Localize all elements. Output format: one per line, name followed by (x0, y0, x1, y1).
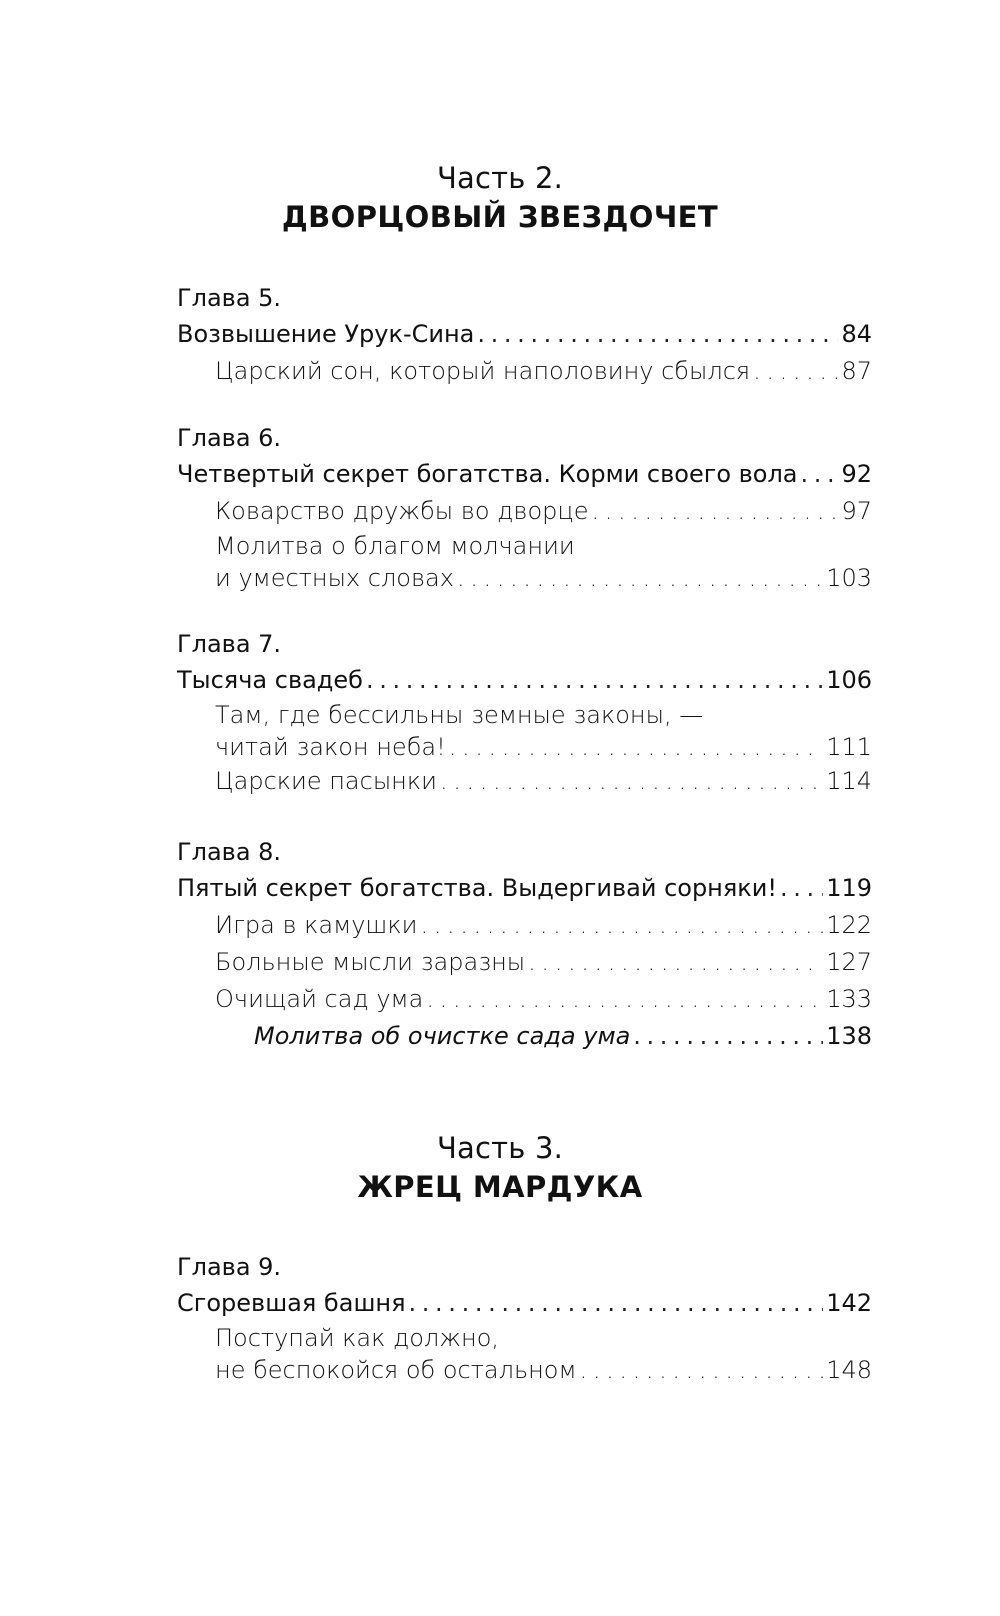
dot-leader (801, 456, 839, 493)
entry-title-line: Поступай как должно, (215, 1324, 500, 1352)
entry-title: Тысяча свадеб (177, 666, 363, 694)
toc-entry[interactable] (177, 1018, 872, 1055)
entry-title: Коварство дружбы во дворце (215, 497, 589, 525)
part-label: Часть 3. (436, 1131, 564, 1165)
entry-title: Возвышение Урук-Сина (177, 320, 475, 348)
page-number: 87 (841, 357, 872, 385)
page-number: 122 (826, 911, 872, 939)
page-number: 92 (841, 460, 872, 488)
dot-leader (409, 1285, 824, 1322)
chapter-label: Глава 8. (177, 838, 282, 866)
dot-leader (440, 763, 823, 800)
toc-entry[interactable] (177, 456, 872, 493)
dot-leader (528, 944, 823, 981)
entry-title-line: Молитва о благом молчании (215, 532, 575, 560)
entry-title: Игра в камушки (215, 911, 418, 939)
entry-title: Сгоревшая башня (177, 1289, 406, 1317)
toc-entry[interactable] (177, 731, 872, 763)
entry-title: Больные мысли заразны (215, 948, 526, 976)
page-number: 114 (826, 767, 872, 795)
page-number: 103 (826, 564, 872, 592)
dot-leader (366, 662, 823, 699)
part-title: ДВОРЦОВЫЙ ЗВЕЗДОЧЕТ (281, 200, 719, 234)
dot-leader (580, 1354, 824, 1386)
chapter-label: Глава 5. (177, 284, 282, 312)
dot-leader (780, 870, 823, 907)
dot-leader (753, 353, 838, 390)
part-heading (0, 1130, 1000, 1208)
toc-entry[interactable] (177, 493, 872, 530)
dot-leader (591, 493, 838, 530)
chapter-block (177, 836, 872, 1055)
page-number: 111 (826, 733, 872, 761)
toc-entry[interactable] (177, 353, 872, 390)
entry-title: не беспокойся об остальном (215, 1356, 577, 1384)
toc-entry[interactable] (177, 562, 872, 594)
dot-leader (457, 562, 823, 594)
entry-title: и уместных словах (215, 564, 454, 592)
dot-leader (633, 1018, 823, 1055)
dot-leader (421, 907, 824, 944)
page-number: 142 (826, 1289, 872, 1317)
chapter-block (177, 282, 872, 390)
chapter-label: Глава 9. (177, 1253, 282, 1281)
chapter-block (177, 628, 872, 800)
entry-title: Царский сон, который наполовину сбылся (215, 357, 751, 385)
toc-entry[interactable] (177, 981, 872, 1018)
toc-entry[interactable] (177, 1354, 872, 1386)
entry-title: Молитва об очистке сада ума (254, 1022, 631, 1050)
page-number: 133 (826, 985, 872, 1013)
chapter-block (177, 1251, 872, 1386)
part-title: ЖРЕЦ МАРДУКА (357, 1170, 643, 1204)
chapter-label: Глава 6. (177, 424, 282, 452)
part-heading (0, 160, 1000, 238)
entry-title: читай закон неба! (215, 733, 446, 761)
page-number: 127 (826, 948, 872, 976)
chapter-block (177, 422, 872, 594)
toc-entry[interactable] (177, 763, 872, 800)
dot-leader (426, 981, 823, 1018)
dot-leader (477, 316, 838, 353)
toc-entry[interactable] (177, 1285, 872, 1322)
toc-entry[interactable] (177, 907, 872, 944)
chapter-label: Глава 7. (177, 630, 282, 658)
entry-title: Царские пасынки (215, 767, 437, 795)
toc-entry[interactable] (177, 870, 872, 907)
entry-title: Четвертый секрет богатства. Корми своего вола (177, 460, 798, 488)
part-label: Часть 2. (436, 161, 564, 195)
entry-title: Очищай сад ума (215, 985, 424, 1013)
toc-entry[interactable] (177, 316, 872, 353)
entry-title: Пятый секрет богатства. Выдергивай сорняки! (177, 874, 778, 902)
page-number: 148 (826, 1356, 872, 1384)
page-number: 119 (826, 874, 872, 902)
page-number: 97 (841, 497, 872, 525)
toc-entry[interactable] (177, 662, 872, 699)
toc-entry[interactable] (177, 944, 872, 981)
page-number: 138 (826, 1022, 872, 1050)
page-number: 84 (841, 320, 872, 348)
page-number: 106 (826, 666, 872, 694)
entry-title-line: Там, где бессильны земные законы, — (215, 701, 704, 729)
dot-leader (449, 731, 823, 763)
